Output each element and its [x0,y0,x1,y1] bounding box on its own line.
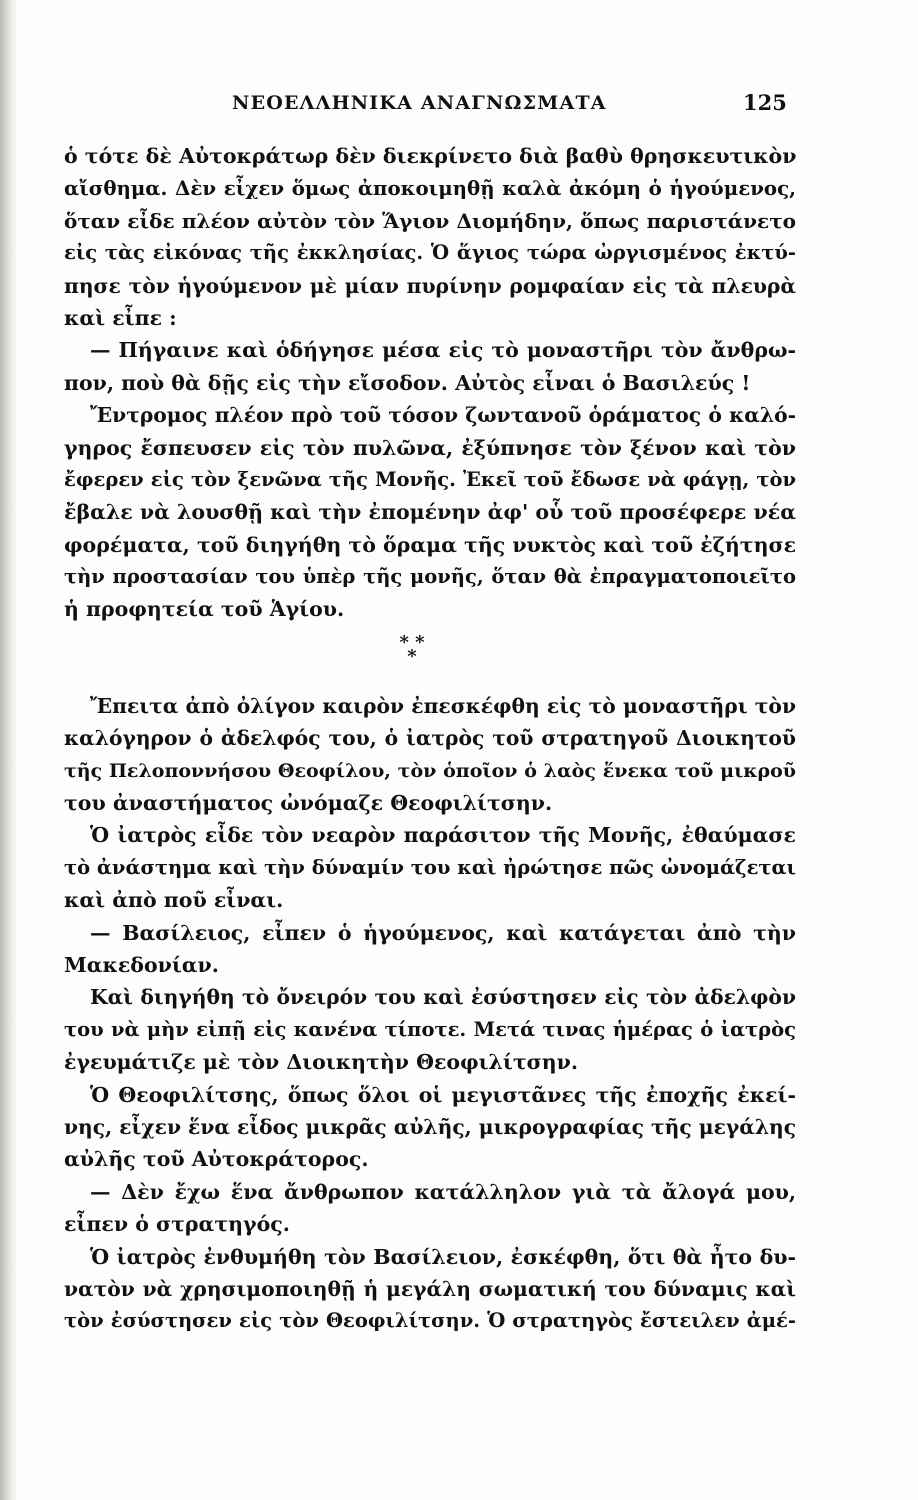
text-line: νατὸν νὰ χρησιμοποιηθῇ ἡ μεγάλη σωματική του δύναμις καὶ [64,1276,796,1301]
text-line: του νὰ μὴν εἰπῇ εἰς κανένα τίποτε. Μετά τινας ἡμέρας ὁ ἰατρὸς [64,1017,796,1041]
text-line: — Πήγαινε καὶ ὁδήγησε μέσα εἰς τὸ μοναστῆρι τὸν ἄνθρω- [90,338,796,363]
text-line: ἔβαλε νὰ λουσθῇ καὶ τὴν ἐπομένην ἀφ' οὗ τοῦ προσέφερε νέα [64,500,796,525]
text-line: Ὁ ἰατρὸς ἐνθυμήθη τὸν Βασίλειον, ἐσκέφθη, ὅτι θὰ ἦτο δυ- [90,1244,796,1269]
text-line: — Βασίλειος, εἶπεν ὁ ἡγούμενος, καὶ κατάγεται ἀπὸ τὴν [90,920,796,945]
page-number: 125 [743,90,787,115]
text-line: Ὁ Θεοφιλίτσης, ὅπως ὅλοι οἱ μεγιστᾶνες τῆς ἐποχῆς ἐκεί- [90,1082,796,1107]
text-line: πον, ποὺ θὰ δῇς εἰς τὴν εἴσοδον. Αὐτὸς εἶναι ὁ Βασιλεύς ! [64,370,751,395]
text-line: τῆς Πελοποννήσου Θεοφίλου, τὸν ὁποῖον ὁ λαὸς ἕνεκα τοῦ μικροῦ [64,759,796,782]
text-line: εἶπεν ὁ στρατηγός. [64,1212,290,1237]
asterism-symbol: * * * [399,631,425,667]
text-line: καὶ εἶπε : [64,305,177,330]
text-line: Μακεδονίαν. [64,952,219,977]
text-line: νης, εἶχεν ἕνα εἶδος μικρᾶς αὐλῆς, μικρογραφίας τῆς μεγάλης [64,1114,797,1139]
text-line: τὴν προστασίαν του ὑπὲρ τῆς μονῆς, ὅταν θὰ ἐπραγματοποιεῖτο [64,565,796,589]
text-section-2 [64,690,796,1338]
text-line: αἴσθημα. Δὲν εἶχεν ὅμως ἀποκοιμηθῇ καλὰ ἀκόμη ὁ ἡγούμενος, [64,176,796,201]
text-line: εἰς τὰς εἰκόνας τῆς ἐκκλησίας. Ὁ ἅγιος τώρα ὠργισμένος ἐκτύ- [64,241,796,265]
text-line: ἐγευμάτιζε μὲ τὸν Διοικητὴν Θεοφιλίτσην. [64,1050,579,1075]
text-line: ἔφερεν εἰς τὸν ξενῶνα τῆς Μονῆς. Ἐκεῖ τοῦ ἔδωσε νὰ φάγῃ, τὸν [64,467,796,491]
text-line: ὅταν εἶδε πλέον αὐτὸν τὸν Ἅγιον Διομήδην, ὅπως παριστάνετο [64,208,796,233]
text-line: Ὁ ἰατρὸς εἶδε τὸν νεαρὸν παράσιτον τῆς Μονῆς, ἐθαύμασε [90,823,796,848]
text-line: τὸν ἐσύστησεν εἰς τὸν Θεοφιλίτσην. Ὁ στρατηγὸς ἔστειλεν ἀμέ- [64,1309,796,1333]
text-line: φορέματα, τοῦ διηγήθη τὸ ὅραμα τῆς νυκτὸς καὶ τοῦ ἐζήτησε [64,532,797,557]
text-line: αὐλῆς τοῦ Αὐτοκράτορος. [64,1147,369,1172]
running-head [0,92,918,128]
text-line: καὶ ἀπὸ ποῦ εἶναι. [64,888,284,913]
text-line: Καὶ διηγήθη τὸ ὄνειρόν του καὶ ἐσύστησεν εἰς τὸν ἀδελφὸν [90,985,796,1010]
asterism-divider [64,626,796,690]
text-line: γηρος ἔσπευσεν εἰς τὸν πυλῶνα, ἐξύπνησε τὸν ξένον καὶ τὸν [64,435,796,460]
text-line: ὁ τότε δὲ Αὐτοκράτωρ δὲν διεκρίνετο διὰ βαθὺ θρησκευτικὸν [64,144,797,168]
page-binding-shadow [0,0,18,1500]
running-title: ΝΕΟΕΛΛΗΝΙΚΑ ΑΝΑΓΝΩΣΜΑΤΑ [232,92,607,114]
text-line: — Δὲν ἔχω ἕνα ἄνθρωπον κατάλληλον γιὰ τὰ ἄλογά μου, [90,1179,796,1204]
text-section-1 [64,140,796,626]
text-line: του ἀναστήματος ὠνόμαζε Θεοφιλίτσην. [64,791,553,816]
text-line: καλόγηρον ὁ ἀδελφός του, ὁ ἰατρὸς τοῦ στρατηγοῦ Διοικητοῦ [64,726,796,751]
body-text [64,140,796,1338]
text-line: Ἔπειτα ἀπὸ ὀλίγον καιρὸν ἐπεσκέφθη εἰς τὸ μοναστῆρι τὸν [90,693,796,718]
text-line: Ἔντρομος πλέον πρὸ τοῦ τόσον ζωντανοῦ ὁράματος ὁ καλό- [90,403,796,428]
text-line: πησε τὸν ἡγούμενον μὲ μίαν πυρίνην ρομφαίαν εἰς τὰ πλευρὰ [64,273,796,298]
text-line: τὸ ἀνάστημα καὶ τὴν δύναμίν του καὶ ἠρώτησε πῶς ὠνομάζεται [64,855,796,879]
text-line: ἡ προφητεία τοῦ Ἁγίου. [64,597,345,622]
